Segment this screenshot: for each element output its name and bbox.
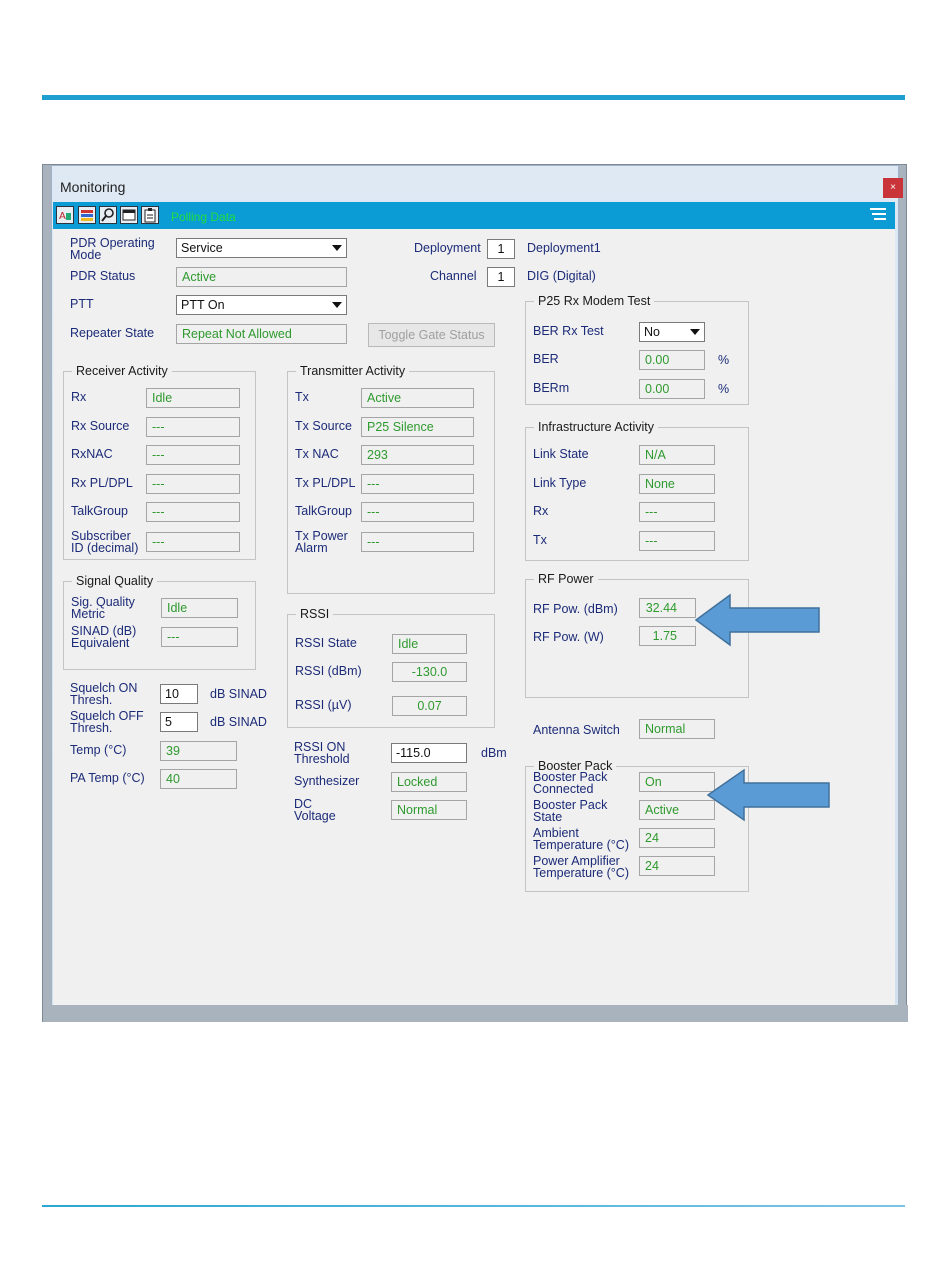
link-type-value: None xyxy=(639,474,715,494)
booster-pack-callout-arrow-icon xyxy=(706,768,832,822)
toggle-gate-status-button[interactable]: Toggle Gate Status xyxy=(368,323,495,347)
pdr-status-label: PDR Status xyxy=(70,269,136,283)
channel-label: Channel xyxy=(430,269,477,283)
squelch-on-field[interactable]: 10 xyxy=(160,684,198,704)
link-type-label: Link Type xyxy=(533,476,587,490)
booster-state-label: Booster Pack State xyxy=(533,798,608,824)
rf-power-callout-arrow-icon xyxy=(694,593,822,647)
tx-power-alarm-label: Tx Power Alarm xyxy=(295,529,348,555)
infra-tx-label: Tx xyxy=(533,533,547,547)
antenna-switch-value: Normal xyxy=(639,719,715,739)
squelch-off-unit: dB SINAD xyxy=(210,715,267,729)
ambient-temp-value: 24 xyxy=(639,828,715,848)
rssi-dbm-value: -130.0 xyxy=(392,662,467,682)
toolbar xyxy=(53,202,895,229)
rssi-threshold-label: RSSI ON Threshold xyxy=(294,740,350,766)
operating-mode-label: PDR Operating Mode xyxy=(70,236,155,262)
infrastructure-activity-group xyxy=(525,420,749,561)
deployment-label: Deployment xyxy=(414,241,481,255)
rx-pl-dpl-label: Rx PL/DPL xyxy=(71,476,133,490)
booster-pack-title: Booster Pack xyxy=(534,759,616,773)
rx-talkgroup-label: TalkGroup xyxy=(71,504,128,518)
transmitter-activity-group xyxy=(287,364,495,594)
rf-power-title: RF Power xyxy=(534,572,598,586)
rssi-state-label: RSSI State xyxy=(295,636,357,650)
operating-mode-select[interactable]: Service xyxy=(176,238,347,258)
report-icon[interactable] xyxy=(56,206,74,224)
search-icon[interactable] xyxy=(99,206,117,224)
deployment-name: Deployment1 xyxy=(527,241,601,255)
synthesizer-label: Synthesizer xyxy=(294,774,360,788)
temp-value: 39 xyxy=(160,741,237,761)
rf-pow-w-label: RF Pow. (W) xyxy=(533,630,604,644)
link-state-label: Link State xyxy=(533,447,589,461)
rx-nac-value: --- xyxy=(146,445,240,465)
tx-label: Tx xyxy=(295,390,309,404)
sinad-value: --- xyxy=(161,627,238,647)
tx-source-label: Tx Source xyxy=(295,419,352,433)
squelch-off-field[interactable]: 5 xyxy=(160,712,198,732)
synthesizer-value: Locked xyxy=(391,772,467,792)
rf-pow-w-value: 1.75 xyxy=(639,626,696,646)
tx-source-value: P25 Silence xyxy=(361,417,474,437)
tx-nac-label: Tx NAC xyxy=(295,447,339,461)
rx-label: Rx xyxy=(71,390,87,404)
repeater-state-label: Repeater State xyxy=(70,326,155,340)
window-title: Monitoring xyxy=(60,179,126,195)
squelch-on-label: Squelch ON Thresh. xyxy=(70,681,138,707)
ber-rx-test-select[interactable]: No xyxy=(639,322,705,342)
infra-rx-label: Rx xyxy=(533,504,549,518)
rssi-uv-value: 0.07 xyxy=(392,696,467,716)
berm-percent: % xyxy=(718,382,730,396)
temp-label: Temp (°C) xyxy=(70,743,127,757)
rx-nac-label: RxNAC xyxy=(71,447,113,461)
clipboard-icon[interactable] xyxy=(141,206,159,224)
rx-source-value: --- xyxy=(146,417,240,437)
booster-state-value: Active xyxy=(639,800,715,820)
pa-temperature-value: 24 xyxy=(639,856,715,876)
subscriber-id-value: --- xyxy=(146,532,240,552)
receiver-activity-title: Receiver Activity xyxy=(72,364,172,378)
channel-field[interactable]: 1 xyxy=(487,267,515,287)
channel-name: DIG (Digital) xyxy=(527,269,596,283)
tx-talkgroup-value: --- xyxy=(361,502,474,522)
window-icon[interactable] xyxy=(120,206,138,224)
tx-value: Active xyxy=(361,388,474,408)
link-state-value: N/A xyxy=(639,445,715,465)
tx-pl-dpl-label: Tx PL/DPL xyxy=(295,476,356,490)
rssi-threshold-unit: dBm xyxy=(481,746,507,760)
deployment-field[interactable]: 1 xyxy=(487,239,515,259)
dc-voltage-label: DC Voltage xyxy=(294,797,336,823)
ptt-label: PTT xyxy=(70,297,94,311)
p25-modem-test-title: P25 Rx Modem Test xyxy=(534,294,654,308)
sig-quality-value: Idle xyxy=(161,598,238,618)
sig-quality-label: Sig. Quality Metric xyxy=(71,595,135,621)
chevron-down-icon xyxy=(332,302,342,308)
booster-connected-value: On xyxy=(639,772,715,792)
berm-value: 0.00 xyxy=(639,379,705,399)
infra-rx-value: --- xyxy=(639,502,715,522)
ber-label: BER xyxy=(533,352,559,366)
polling-status: Polling Data xyxy=(171,210,236,224)
receiver-activity-group xyxy=(63,364,256,560)
data-icon[interactable] xyxy=(78,206,96,224)
pa-temperature-label: Power Amplifier Temperature (°C) xyxy=(533,854,629,880)
ber-value: 0.00 xyxy=(639,350,705,370)
rssi-group xyxy=(287,607,495,728)
rssi-state-value: Idle xyxy=(392,634,467,654)
berm-label: BERm xyxy=(533,381,570,395)
chevron-down-icon xyxy=(332,245,342,251)
rssi-uv-label: RSSI (µV) xyxy=(295,698,352,712)
rf-pow-dbm-label: RF Pow. (dBm) xyxy=(533,602,618,616)
ber-rx-test-label: BER Rx Test xyxy=(533,324,604,338)
rssi-title: RSSI xyxy=(296,607,333,621)
rx-value: Idle xyxy=(146,388,240,408)
chevron-down-icon xyxy=(690,329,700,335)
booster-connected-label: Booster Pack Connected xyxy=(533,770,608,796)
signal-quality-title: Signal Quality xyxy=(72,574,157,588)
subscriber-id-label: Subscriber ID (decimal) xyxy=(71,529,139,555)
close-button[interactable]: × xyxy=(883,178,903,198)
dc-voltage-value: Normal xyxy=(391,800,467,820)
ptt-select[interactable]: PTT On xyxy=(176,295,347,315)
rx-source-label: Rx Source xyxy=(71,419,130,433)
transmitter-activity-title: Transmitter Activity xyxy=(296,364,409,378)
infra-tx-value: --- xyxy=(639,531,715,551)
tx-pl-dpl-value: --- xyxy=(361,474,474,494)
ber-percent: % xyxy=(718,353,730,367)
pdr-status-value: Active xyxy=(176,267,347,287)
repeater-state-value: Repeat Not Allowed xyxy=(176,324,347,344)
squelch-off-label: Squelch OFF Thresh. xyxy=(70,709,144,735)
svg-text:A: A xyxy=(59,211,66,222)
rssi-threshold-field[interactable]: -115.0 xyxy=(391,743,467,763)
rx-pl-dpl-value: --- xyxy=(146,474,240,494)
pa-temp-value: 40 xyxy=(160,769,237,789)
document-footer-rule xyxy=(42,1205,905,1207)
sinad-label: SINAD (dB) Equivalent xyxy=(71,624,137,650)
ambient-temp-label: Ambient Temperature (°C) xyxy=(533,826,629,852)
tx-nac-value: 293 xyxy=(361,445,474,465)
rf-pow-dbm-value: 32.44 xyxy=(639,598,696,618)
rssi-dbm-label: RSSI (dBm) xyxy=(295,664,362,678)
document-header-rule xyxy=(42,95,905,100)
pa-temp-label: PA Temp (°C) xyxy=(70,771,145,785)
signal-quality-group xyxy=(63,574,256,670)
squelch-on-unit: dB SINAD xyxy=(210,687,267,701)
rx-talkgroup-value: --- xyxy=(146,502,240,522)
p25-modem-test-group xyxy=(525,294,749,405)
menu-icon[interactable] xyxy=(868,207,888,223)
infrastructure-activity-title: Infrastructure Activity xyxy=(534,420,658,434)
antenna-switch-label: Antenna Switch xyxy=(533,723,620,737)
tx-power-alarm-value: --- xyxy=(361,532,474,552)
window-bottom-border xyxy=(43,1005,908,1022)
tx-talkgroup-label: TalkGroup xyxy=(295,504,352,518)
